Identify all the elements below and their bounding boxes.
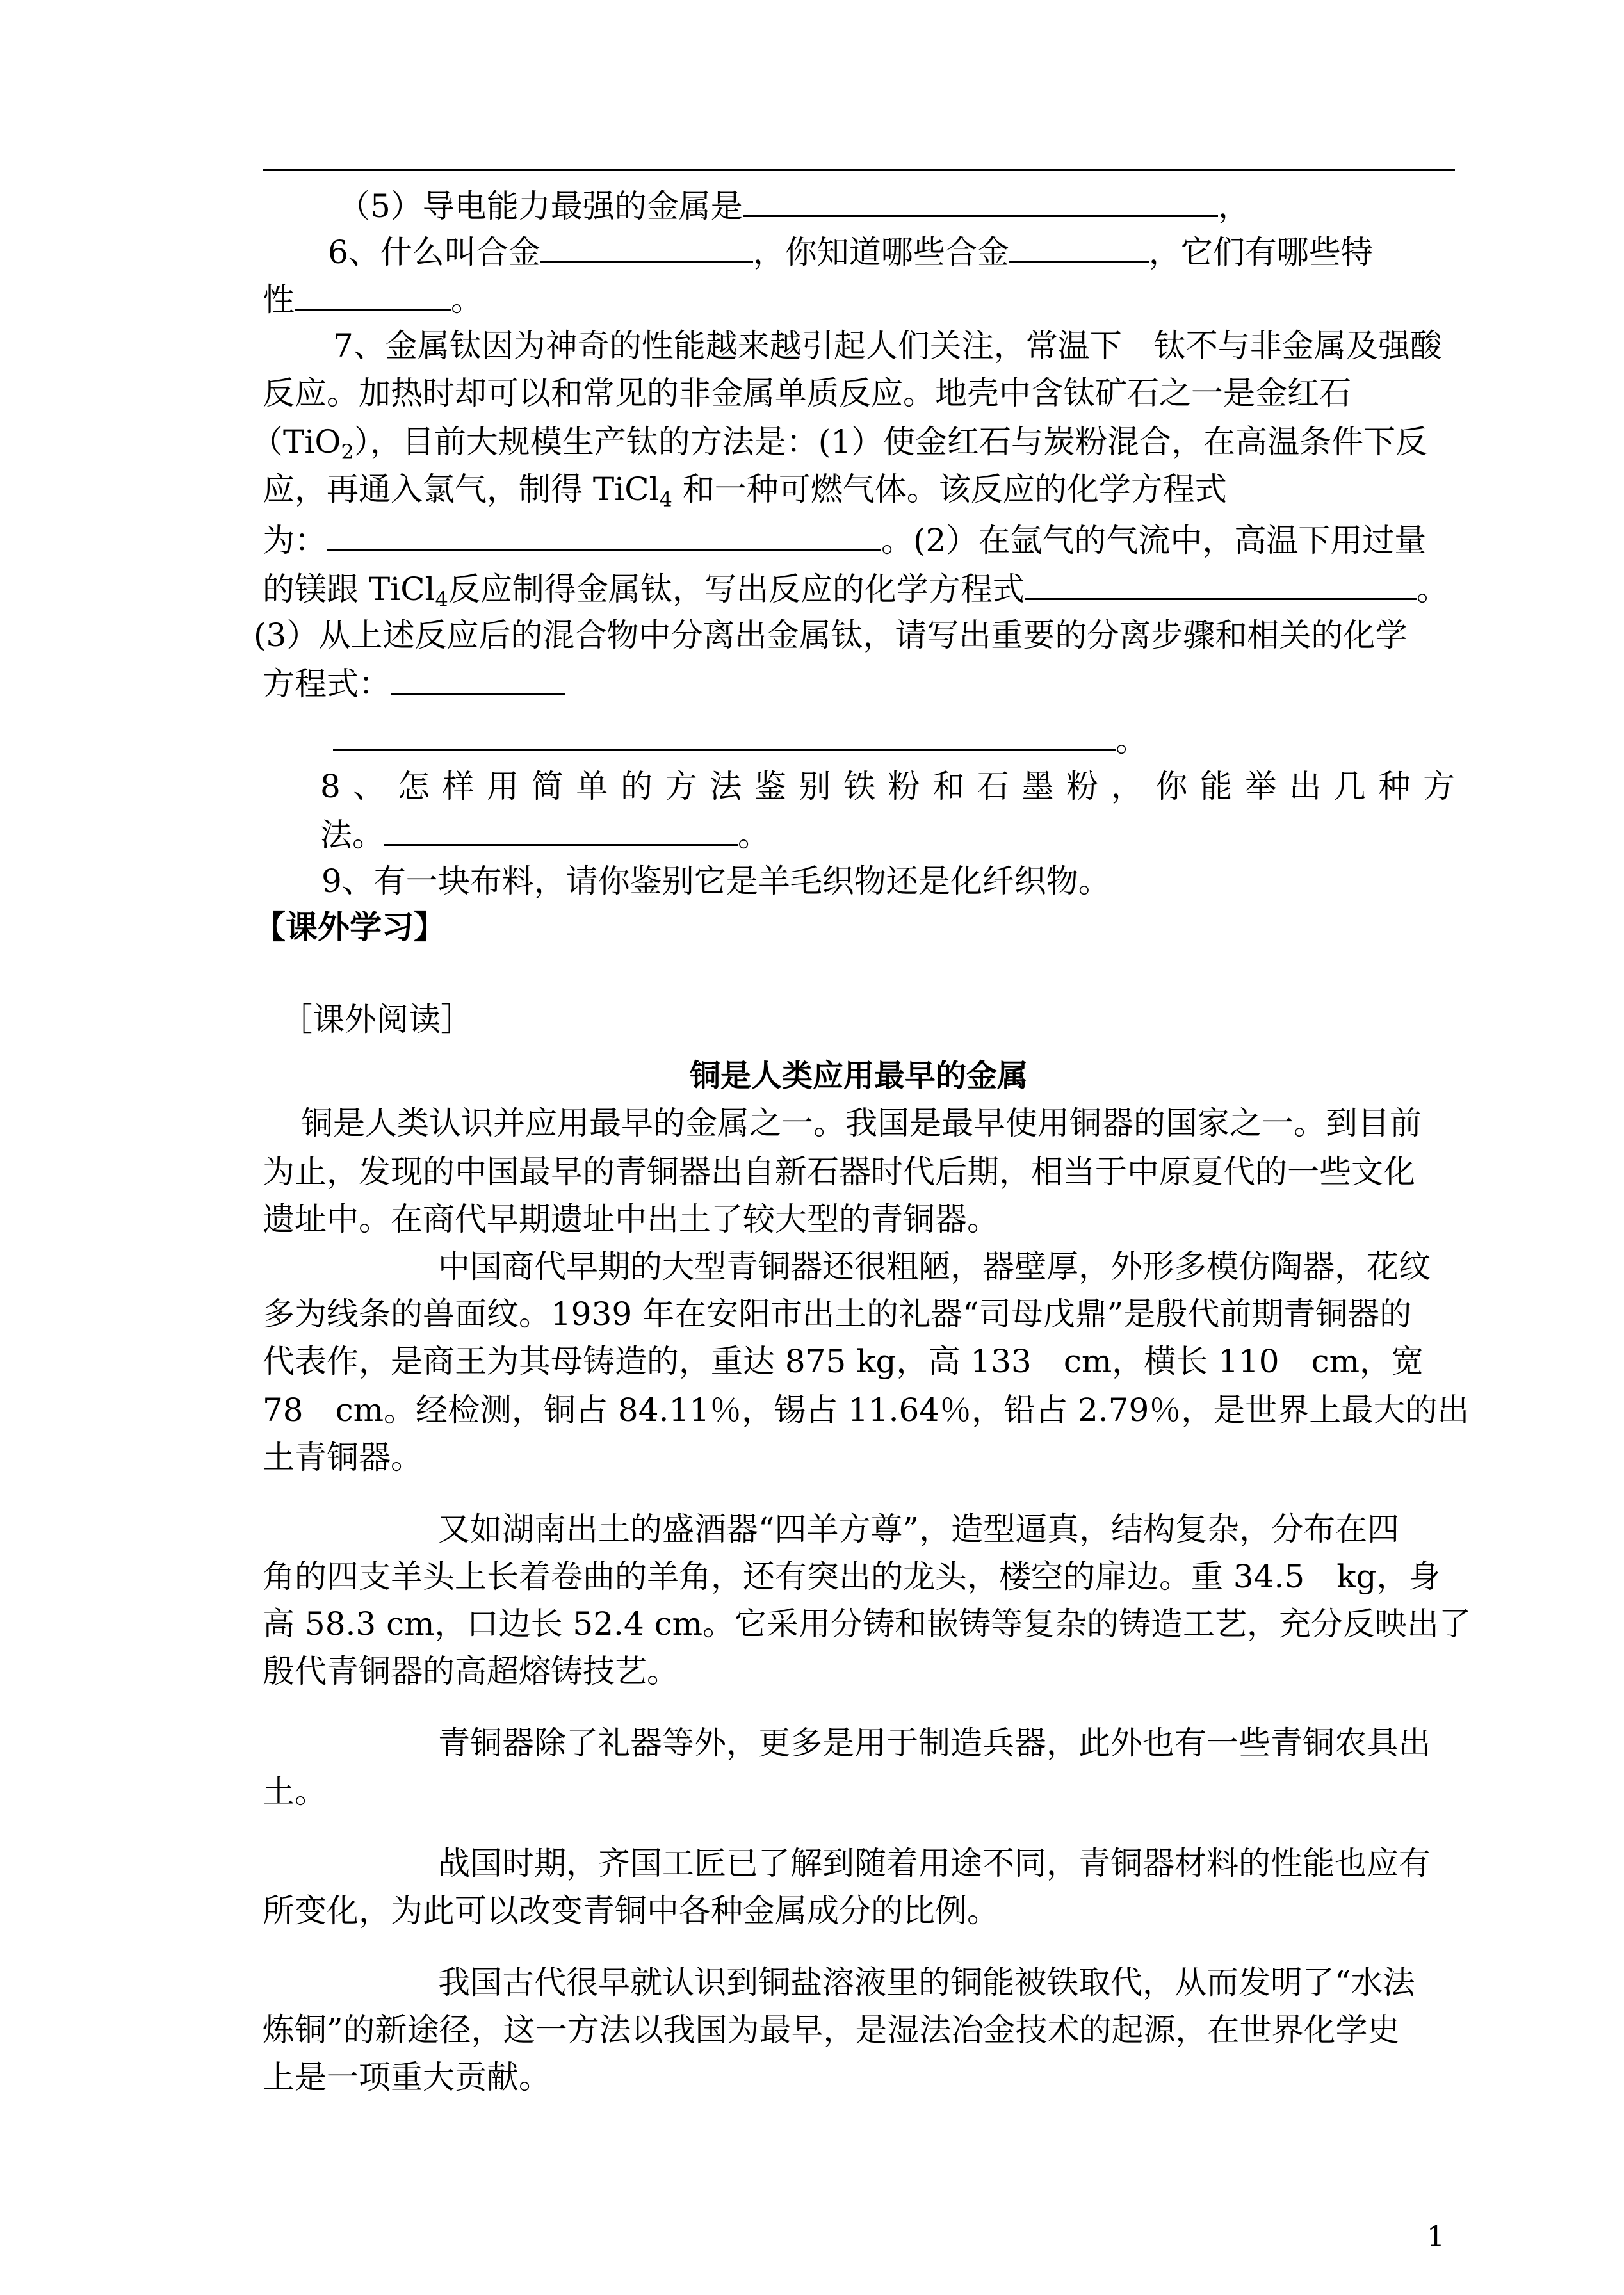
question-5: （5）导电能力最强的金属是 ， xyxy=(263,186,1455,225)
paragraph-4-line-1: 青铜器除了礼器等外，更多是用于制造兵器，此外也有一些青铜农具出 xyxy=(438,1724,1431,1762)
section-heading: 【课外学习】 xyxy=(254,909,446,946)
answer-blank-q6-b[interactable] xyxy=(1009,232,1149,263)
paragraph-2-line-1: 中国商代早期的大型青铜器还很粗陋，器壁厚，外形多模仿陶器，花纹 xyxy=(438,1248,1431,1285)
question-6: 6、什么叫合金 ，你知道哪些合金 ，它们有哪些特 xyxy=(263,232,1455,272)
paragraph-3-line-3: 高 58.3 cm，口边长 52.4 cm。它采用分铸和嵌铸等复杂的铸造工艺，充分反映出了 xyxy=(263,1605,1472,1642)
paragraph-2-line-5: 土青铜器。 xyxy=(263,1439,423,1476)
paragraph-1-line-3: 遗址中。在商代早期遗址中出土了较大型的青铜器。 xyxy=(263,1201,999,1238)
page-number: 1 xyxy=(1427,2221,1445,2253)
paragraph-2-line-2: 多为线条的兽面纹。1939 年在安阳市出土的礼器“司母戊鼎”是殷代前期青铜器的 xyxy=(263,1295,1412,1333)
answer-blank-q7-3[interactable] xyxy=(391,663,565,695)
paragraph-1-line-1: 铜是人类认识并应用最早的金属之一。我国是最早使用铜器的国家之一。到目前 xyxy=(301,1105,1422,1142)
paragraph-5-line-1: 战国时期，齐国工匠已了解到随着用途不同，青铜器材料的性能也应有 xyxy=(438,1845,1431,1882)
question-7-line-2: 反应。加热时却可以和常见的非金属单质反应。地壳中含钛矿石之一是金红石 xyxy=(263,375,1351,412)
answer-blank-q7-4[interactable] xyxy=(333,720,1116,751)
question-6-cont: 性 。 xyxy=(263,279,1455,319)
answer-blank-q7-2[interactable] xyxy=(1025,569,1417,600)
question-7-line-6: 的镁跟 TiCl$_4$反应制得金属钛，写出反应的化学方程式 。 xyxy=(263,569,1455,619)
question-7-line-4: 应，再通入氯气，制得 TiCl$_4$ 和一种可燃气体。该反应的化学方程式 xyxy=(263,471,1227,512)
paragraph-5-line-2: 所变化，为此可以改变青铜中各种金属成分的比例。 xyxy=(263,1892,999,1929)
paragraph-3-line-1: 又如湖南出土的盛酒器“四羊方尊”，造型逼真，结构复杂，分布在四 xyxy=(438,1511,1400,1548)
paragraph-4-line-2: 土。 xyxy=(263,1773,327,1810)
paragraph-6-line-2: 炼铜”的新途径，这一方法以我国为最早，是湿法冶金技术的起源，在世界化学史 xyxy=(263,2011,1400,2048)
question-9: 9、有一块布料，请你鉴别它是羊毛织物还是化纤织物。 xyxy=(321,863,1110,900)
answer-blank-q6-a[interactable] xyxy=(540,232,753,263)
reading-label: ［课外阅读］ xyxy=(280,1001,473,1038)
question-8-line-1: 8、怎样用简单的方法鉴别铁粉和石墨粉，你能举出几种方 xyxy=(320,768,1455,805)
answer-blank-q5[interactable] xyxy=(743,186,1218,217)
article-title: 铜是人类应用最早的金属 xyxy=(689,1058,1028,1094)
answer-blank-q6-c[interactable] xyxy=(295,279,451,311)
question-7-line-3: （TiO$_2$），目前大规模生产钛的方法是：(1）使金红石与炭粉混合，在高温条件下反 xyxy=(251,423,1428,464)
question-7-line-7: (3）从上述反应后的混合物中分离出金属钛，请写出重要的分离步骤和相关的化学 xyxy=(254,617,1408,654)
header-rule xyxy=(263,169,1455,171)
paragraph-6-line-1: 我国古代很早就认识到铜盐溶液里的铜能被铁取代，从而发明了“水法 xyxy=(438,1964,1415,2001)
paragraph-2-line-4: 78 cm。经检测，铜占 84.11％，锡占 11.64％，铅占 2.79％，是世界上最大的出 xyxy=(263,1391,1470,1429)
question-7-line-8: 方程式： xyxy=(263,663,1455,703)
question-8-line-2: 法。 。 xyxy=(320,815,1513,854)
paragraph-3-line-2: 角的四支羊头上长着卷曲的羊角，还有突出的龙头，楼空的扉边。重 34.5 kg，身 xyxy=(263,1558,1441,1595)
answer-blank-q7-1[interactable] xyxy=(327,520,881,551)
paragraph-6-line-3: 上是一项重大贡献。 xyxy=(263,2059,551,2096)
paragraph-1-line-2: 为止，发现的中国最早的青铜器出自新石器时代后期，相当于中原夏代的一些文化 xyxy=(263,1153,1415,1190)
question-7-line-5: 为： 。(2）在氩气的气流中，高温下用过量 xyxy=(263,520,1455,560)
answer-blank-q8[interactable] xyxy=(384,815,738,846)
question-7-line-9: 。 xyxy=(263,720,1455,759)
paragraph-2-line-3: 代表作，是商王为其母铸造的，重达 875 kg，高 133 cm，横长 110 cm，宽 xyxy=(263,1343,1424,1380)
paragraph-3-line-4: 殷代青铜器的高超熔铸技艺。 xyxy=(263,1653,679,1690)
question-7-line-1: 7、金属钛因为神奇的性能越来越引起人们关注，常温下 钛不与非金属及强酸 xyxy=(333,327,1442,364)
